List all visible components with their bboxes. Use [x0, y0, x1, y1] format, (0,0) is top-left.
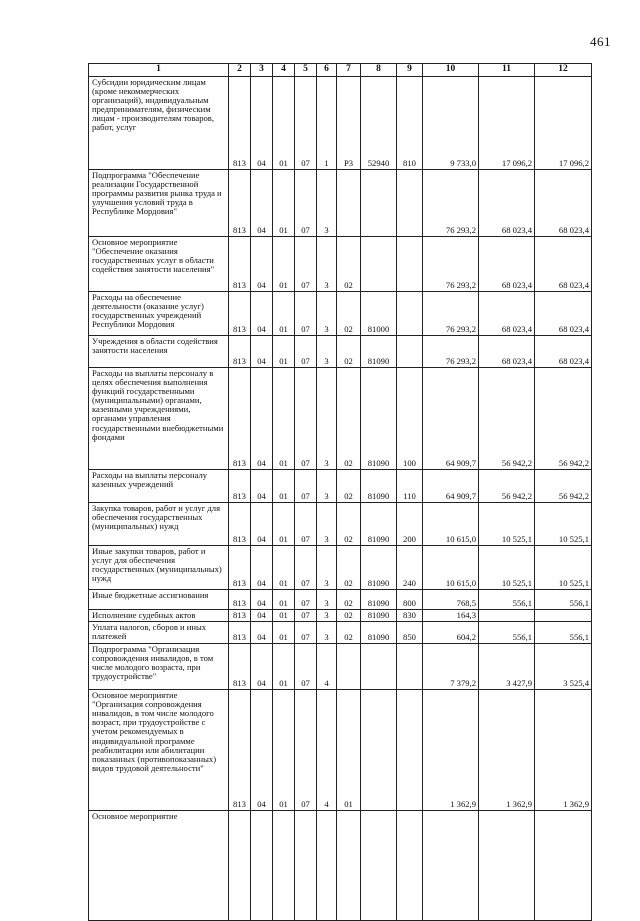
- code-cell: 3: [317, 368, 337, 470]
- code-cell: 07: [295, 470, 317, 503]
- code-cell: 04: [251, 590, 273, 610]
- code-cell: 07: [295, 690, 317, 811]
- code-cell: 02: [337, 503, 361, 546]
- code-cell: 07: [295, 622, 317, 644]
- amount-cell: 68 023,4: [479, 292, 535, 336]
- amount-cell: [423, 811, 479, 921]
- amount-cell: 556,1: [479, 622, 535, 644]
- column-header: 10: [423, 64, 479, 77]
- amount-cell: 56 942,2: [479, 368, 535, 470]
- amount-cell: 10 615,0: [423, 503, 479, 546]
- code-cell: [295, 811, 317, 921]
- table-row: [89, 368, 592, 470]
- code-cell: [397, 170, 423, 237]
- code-cell: 813: [229, 546, 251, 590]
- code-cell: 04: [251, 237, 273, 292]
- code-cell: 01: [273, 644, 295, 690]
- amount-cell: 3 427,9: [479, 644, 535, 690]
- table-row: [89, 644, 592, 690]
- code-cell: 04: [251, 170, 273, 237]
- table-row: [89, 546, 592, 590]
- amount-cell: 68 023,4: [479, 170, 535, 237]
- amount-cell: 56 942,2: [535, 470, 592, 503]
- amount-cell: 68 023,4: [479, 237, 535, 292]
- code-cell: [397, 644, 423, 690]
- amount-cell: 9 733,0: [423, 77, 479, 170]
- amount-cell: 556,1: [535, 622, 592, 644]
- code-cell: 04: [251, 470, 273, 503]
- code-cell: [317, 811, 337, 921]
- code-cell: [361, 644, 397, 690]
- code-cell: 3: [317, 610, 337, 622]
- amount-cell: 1 362,9: [479, 690, 535, 811]
- table-row: [89, 690, 592, 811]
- row-name-cell: Подпрограмма "Организация сопровождения инвалидов, в том числе молодого возраста, при трудоустройстве": [89, 644, 229, 690]
- amount-cell: 10 525,1: [535, 546, 592, 590]
- amount-cell: 7 379,2: [423, 644, 479, 690]
- code-cell: 813: [229, 610, 251, 622]
- code-cell: 3: [317, 590, 337, 610]
- table-row: [89, 610, 592, 622]
- row-name-cell: Иные закупки товаров, работ и услуг для обеспечения государственных (муниципальных) нужд: [89, 546, 229, 590]
- code-cell: 02: [337, 470, 361, 503]
- column-header: 3: [251, 64, 273, 77]
- column-header: 11: [479, 64, 535, 77]
- amount-cell: 1 362,9: [535, 690, 592, 811]
- code-cell: [397, 690, 423, 811]
- table-row: [89, 622, 592, 644]
- code-cell: 3: [317, 470, 337, 503]
- code-cell: 02: [337, 368, 361, 470]
- code-cell: 3: [317, 292, 337, 336]
- code-cell: 01: [273, 170, 295, 237]
- code-cell: 3: [317, 237, 337, 292]
- amount-cell: 56 942,2: [535, 368, 592, 470]
- code-cell: [251, 811, 273, 921]
- code-cell: 813: [229, 237, 251, 292]
- code-cell: 04: [251, 644, 273, 690]
- code-cell: 07: [295, 292, 317, 336]
- code-cell: 04: [251, 622, 273, 644]
- code-cell: 81090: [361, 610, 397, 622]
- code-cell: [337, 170, 361, 237]
- column-header: 1: [89, 64, 229, 77]
- code-cell: 02: [337, 622, 361, 644]
- code-cell: 813: [229, 170, 251, 237]
- code-cell: 81090: [361, 590, 397, 610]
- table-row: [89, 590, 592, 610]
- row-name-cell: Субсидии юридическим лицам (кроме некоммерческих организаций), индивидуальным предпринимателям, физическим лицам - производителям товаров, работ, услуг: [89, 77, 229, 170]
- page-number: 461: [590, 34, 611, 49]
- code-cell: [337, 644, 361, 690]
- code-cell: [397, 336, 423, 368]
- code-cell: 02: [337, 292, 361, 336]
- amount-cell: [479, 811, 535, 921]
- amount-cell: 64 909,7: [423, 470, 479, 503]
- amount-cell: 17 096,2: [479, 77, 535, 170]
- amount-cell: 68 023,4: [535, 292, 592, 336]
- code-cell: 810: [397, 77, 423, 170]
- table-row: [89, 292, 592, 336]
- table-row: [89, 336, 592, 368]
- code-cell: 02: [337, 336, 361, 368]
- row-name-cell: Расходы на обеспечение деятельности (оказание услуг) государственных учреждений Республики Мордовия: [89, 292, 229, 336]
- amount-cell: 164,3: [423, 610, 479, 622]
- code-cell: [361, 170, 397, 237]
- code-cell: 81090: [361, 368, 397, 470]
- code-cell: 04: [251, 368, 273, 470]
- code-cell: [337, 811, 361, 921]
- code-cell: 07: [295, 77, 317, 170]
- amount-cell: 68 023,4: [479, 336, 535, 368]
- code-cell: 01: [273, 77, 295, 170]
- column-header: 9: [397, 64, 423, 77]
- amount-cell: 68 023,4: [535, 237, 592, 292]
- amount-cell: 604,2: [423, 622, 479, 644]
- amount-cell: 17 096,2: [535, 77, 592, 170]
- column-header: 5: [295, 64, 317, 77]
- code-cell: 01: [273, 503, 295, 546]
- code-cell: 07: [295, 170, 317, 237]
- code-cell: 02: [337, 546, 361, 590]
- code-cell: 07: [295, 237, 317, 292]
- row-name-cell: Закупка товаров, работ и услуг для обеспечения государственных (муниципальных) нужд: [89, 503, 229, 546]
- code-cell: 81090: [361, 622, 397, 644]
- code-cell: [361, 811, 397, 921]
- code-cell: 07: [295, 644, 317, 690]
- amount-cell: 68 023,4: [535, 170, 592, 237]
- amount-cell: 76 293,2: [423, 292, 479, 336]
- code-cell: 01: [273, 368, 295, 470]
- code-cell: 04: [251, 336, 273, 368]
- code-cell: Р3: [337, 77, 361, 170]
- code-cell: 813: [229, 336, 251, 368]
- row-name-cell: Учреждения в области содействия занятости населения: [89, 336, 229, 368]
- code-cell: 01: [273, 237, 295, 292]
- budget-table: [88, 63, 592, 921]
- table-row: [89, 170, 592, 237]
- code-cell: 04: [251, 546, 273, 590]
- code-cell: 100: [397, 368, 423, 470]
- code-cell: 01: [273, 610, 295, 622]
- code-cell: 850: [397, 622, 423, 644]
- column-header: 7: [337, 64, 361, 77]
- column-header: 6: [317, 64, 337, 77]
- code-cell: 3: [317, 336, 337, 368]
- code-cell: 81090: [361, 546, 397, 590]
- code-cell: [397, 292, 423, 336]
- code-cell: 01: [273, 292, 295, 336]
- amount-cell: 56 942,2: [479, 470, 535, 503]
- amount-cell: 556,1: [535, 590, 592, 610]
- code-cell: 02: [337, 237, 361, 292]
- code-cell: 1: [317, 77, 337, 170]
- amount-cell: [535, 610, 592, 622]
- amount-cell: 10 525,1: [479, 503, 535, 546]
- code-cell: 01: [273, 690, 295, 811]
- column-header: 2: [229, 64, 251, 77]
- row-name-cell: Расходы на выплаты персоналу в целях обеспечения выполнения функций государственными (муниципальными) органами, казенными учреждениями, органами управления государственными внебюджетными фондами: [89, 368, 229, 470]
- code-cell: 813: [229, 77, 251, 170]
- code-cell: 813: [229, 590, 251, 610]
- code-cell: 81090: [361, 503, 397, 546]
- code-cell: 04: [251, 77, 273, 170]
- amount-cell: 3 525,4: [535, 644, 592, 690]
- code-cell: 813: [229, 690, 251, 811]
- amount-cell: 68 023,4: [535, 336, 592, 368]
- code-cell: 07: [295, 368, 317, 470]
- row-name-cell: Основное мероприятие "Обеспечение оказания государственных услуг в области содействия занятости населения": [89, 237, 229, 292]
- code-cell: 813: [229, 644, 251, 690]
- code-cell: 3: [317, 503, 337, 546]
- code-cell: 4: [317, 644, 337, 690]
- code-cell: 04: [251, 503, 273, 546]
- amount-cell: 556,1: [479, 590, 535, 610]
- code-cell: 02: [337, 590, 361, 610]
- code-cell: 4: [317, 690, 337, 811]
- code-cell: 04: [251, 292, 273, 336]
- amount-cell: 10 615,0: [423, 546, 479, 590]
- code-cell: 07: [295, 503, 317, 546]
- amount-cell: [479, 610, 535, 622]
- amount-cell: 76 293,2: [423, 336, 479, 368]
- code-cell: [361, 690, 397, 811]
- code-cell: 01: [273, 590, 295, 610]
- code-cell: 01: [337, 690, 361, 811]
- code-cell: 81090: [361, 336, 397, 368]
- code-cell: 02: [337, 610, 361, 622]
- amount-cell: [535, 811, 592, 921]
- code-cell: 81090: [361, 470, 397, 503]
- row-name-cell: Исполнение судебных актов: [89, 610, 229, 622]
- code-cell: 01: [273, 546, 295, 590]
- code-cell: 813: [229, 292, 251, 336]
- code-cell: [229, 811, 251, 921]
- code-cell: [397, 811, 423, 921]
- code-cell: [397, 237, 423, 292]
- amount-cell: 64 909,7: [423, 368, 479, 470]
- code-cell: 813: [229, 470, 251, 503]
- code-cell: 813: [229, 622, 251, 644]
- amount-cell: 768,5: [423, 590, 479, 610]
- code-cell: 800: [397, 590, 423, 610]
- column-header: 8: [361, 64, 397, 77]
- code-cell: 01: [273, 622, 295, 644]
- row-name-cell: Подпрограмма "Обеспечение реализации Государственной программы развития рынка труда и улучшения условий труда в Республике Мордовия": [89, 170, 229, 237]
- row-name-cell: Основное мероприятие: [89, 811, 229, 921]
- code-cell: 3: [317, 170, 337, 237]
- column-header: 12: [535, 64, 592, 77]
- code-cell: 07: [295, 546, 317, 590]
- table-row: [89, 77, 592, 170]
- table-row: [89, 237, 592, 292]
- row-name-cell: Уплата налогов, сборов и иных платежей: [89, 622, 229, 644]
- table-row: [89, 503, 592, 546]
- code-cell: 200: [397, 503, 423, 546]
- code-cell: 04: [251, 690, 273, 811]
- table-row: [89, 811, 592, 921]
- amount-cell: 1 362,9: [423, 690, 479, 811]
- code-cell: 07: [295, 610, 317, 622]
- code-cell: 01: [273, 336, 295, 368]
- code-cell: [361, 237, 397, 292]
- code-cell: [273, 811, 295, 921]
- code-cell: 110: [397, 470, 423, 503]
- code-cell: 81000: [361, 292, 397, 336]
- row-name-cell: Иные бюджетные ассигнования: [89, 590, 229, 610]
- code-cell: 240: [397, 546, 423, 590]
- amount-cell: 10 525,1: [535, 503, 592, 546]
- row-name-cell: Основное мероприятие "Организация сопровождения инвалидов, в том числе молодого возраст, при трудоустройстве с учетом рекомендуемых в индивидуальной программе реабилитации или абилитации показанных (противопоказанных) видов трудовой деятельности": [89, 690, 229, 811]
- amount-cell: 76 293,2: [423, 170, 479, 237]
- amount-cell: 76 293,2: [423, 237, 479, 292]
- table-header-row: [89, 64, 592, 77]
- column-header: 4: [273, 64, 295, 77]
- code-cell: 07: [295, 590, 317, 610]
- table-row: [89, 470, 592, 503]
- code-cell: 04: [251, 610, 273, 622]
- code-cell: 830: [397, 610, 423, 622]
- row-name-cell: Расходы на выплаты персоналу казенных учреждений: [89, 470, 229, 503]
- code-cell: 813: [229, 368, 251, 470]
- code-cell: 813: [229, 503, 251, 546]
- amount-cell: 10 525,1: [479, 546, 535, 590]
- code-cell: 01: [273, 470, 295, 503]
- code-cell: 3: [317, 622, 337, 644]
- code-cell: 52940: [361, 77, 397, 170]
- code-cell: 07: [295, 336, 317, 368]
- code-cell: 3: [317, 546, 337, 590]
